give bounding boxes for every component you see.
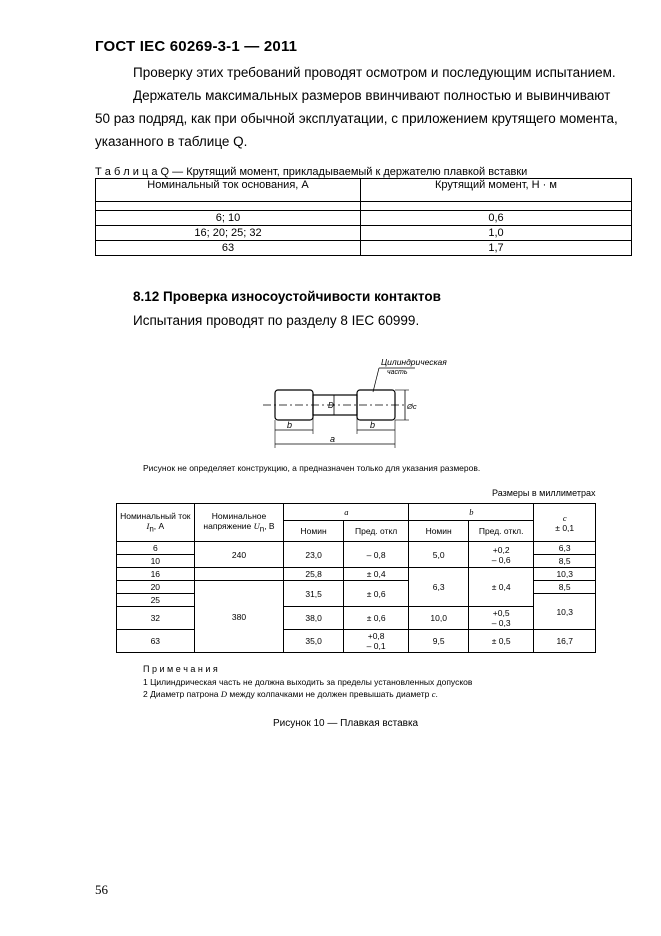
table-cell: 8,5 [534,555,596,568]
header-current: Номинальный ток $I_n$, А [117,504,195,542]
table-cell: 23,0 [284,542,343,568]
table-cell: +0,2 – 0,6 [468,542,534,568]
table-cell: ± 0,6 [343,581,409,607]
table-cell: 380 [194,581,284,653]
header-voltage: Номинальное напряжение $U_n$, В [194,504,284,542]
table-header-cell: Номинальный ток основания, А [96,179,361,202]
table-cell: 38,0 [284,607,343,630]
label-b-right: b [370,420,376,430]
table-cell: ± 0,4 [468,568,534,607]
notes-title: П р и м е ч а н и я [143,664,218,674]
table-cell: 5,0 [409,542,468,568]
table-cell: ± 0,4 [343,568,409,581]
table-header-row [96,179,632,202]
table-row [96,241,632,256]
table-cell: 10,3 [534,594,596,630]
table-cell: 10,3 [534,568,596,581]
table-cell: 16 [117,568,195,581]
table-row [96,211,632,226]
table-cell: 32 [117,607,195,630]
paragraph-holder-line2: 50 раз подряд, как при обычной эксплуатации, с приложением крутящего момента, [95,111,618,126]
table-cell: – 0,8 [343,542,409,568]
callout-label-1: Цилиндрическая [381,357,447,367]
table-cell: 6,3 [534,542,596,555]
table-cell [194,568,284,581]
document-header: ГОСТ IEC 60269-3-1 — 2011 [95,38,298,55]
page-number: 56 [95,882,108,897]
table-header-row [117,504,596,521]
fuse-link-drawing [255,350,447,455]
callout-label-2: часть [387,369,408,376]
table-cell: 8,5 [534,581,596,594]
torque-table [95,178,632,256]
table-cell: 63 [117,630,195,653]
table-cell: 20 [117,581,195,594]
callout-leader [373,368,379,392]
label-d: D [328,401,334,410]
table-cell: 1,0 [361,226,632,241]
table-cell: 240 [194,542,284,568]
label-a: a [330,434,336,444]
table-row [117,568,596,581]
figure-note: Рисунок не определяет конструкцию, а предназначен только для указания размеров. [143,463,481,473]
table-cell: 6,3 [409,568,468,607]
table-row [117,542,596,555]
section-text: Испытания проводят по разделу 8 IEC 60999. [133,313,420,328]
paragraph-inspection: Проверку этих требований проводят осмотром и последующим испытанием. [133,65,616,80]
table-spacer-row [96,202,632,211]
header-b-tolerance: Пред. откл. [468,521,534,542]
table-cell: 10,0 [409,607,468,630]
table-cell: 63 [96,241,361,256]
table-row [117,607,596,630]
table-cell: +0,8 – 0,1 [343,630,409,653]
header-c: c ± 0,1 [534,504,596,542]
table-cell: 25 [117,594,195,607]
header-a: a [284,504,409,521]
table-row [117,630,596,653]
header-b-nominal: Номин [409,521,468,542]
fuse-dimensions-table [116,503,596,653]
table-cell: ± 0,6 [343,607,409,630]
table-cell: 31,5 [284,581,343,607]
label-c: Øc [407,402,417,411]
note-2: 2 Диаметр патрона D между колпачками не должен превышать диаметр c. [143,689,438,699]
table-cell: 9,5 [409,630,468,653]
table-cell: 16; 20; 25; 32 [96,226,361,241]
table-cell: 1,7 [361,241,632,256]
paragraph-holder-line1: Держатель максимальных размеров ввинчивают полностью и вывинчивают [133,88,611,103]
table-header-cell: Крутящий момент, Н · м [361,179,632,202]
header-a-nominal: Номин [284,521,343,542]
units-label: Размеры в миллиметрах [492,488,596,498]
table-q-caption-text: — Крутящий момент, прикладываемый к держателю плавкой вставки [169,166,528,178]
figure-caption: Рисунок 10 — Плавкая вставка [273,718,419,729]
header-b: b [409,504,534,521]
table-cell: 6 [117,542,195,555]
label-b-left: b [287,420,293,430]
table-q-caption [95,166,527,178]
table-cell: ± 0,5 [468,630,534,653]
table-cell: 6; 10 [96,211,361,226]
table-cell: 25,8 [284,568,343,581]
table-cell: +0,5 – 0,3 [468,607,534,630]
header-a-tolerance: Пред. откл [343,521,409,542]
table-row [96,226,632,241]
table-cell: 0,6 [361,211,632,226]
section-heading: 8.12 Проверка износоустойчивости контактов [133,289,441,304]
note-1: 1 Цилиндрическая часть не должна выходить за пределы установленных допусков [143,677,473,687]
table-cell: 16,7 [534,630,596,653]
table-cell: 35,0 [284,630,343,653]
paragraph-holder-line3: указанного в таблице Q. [95,134,248,149]
table-q-caption-prefix: Т а б л и ц а Q [95,166,170,178]
table-cell: 10 [117,555,195,568]
